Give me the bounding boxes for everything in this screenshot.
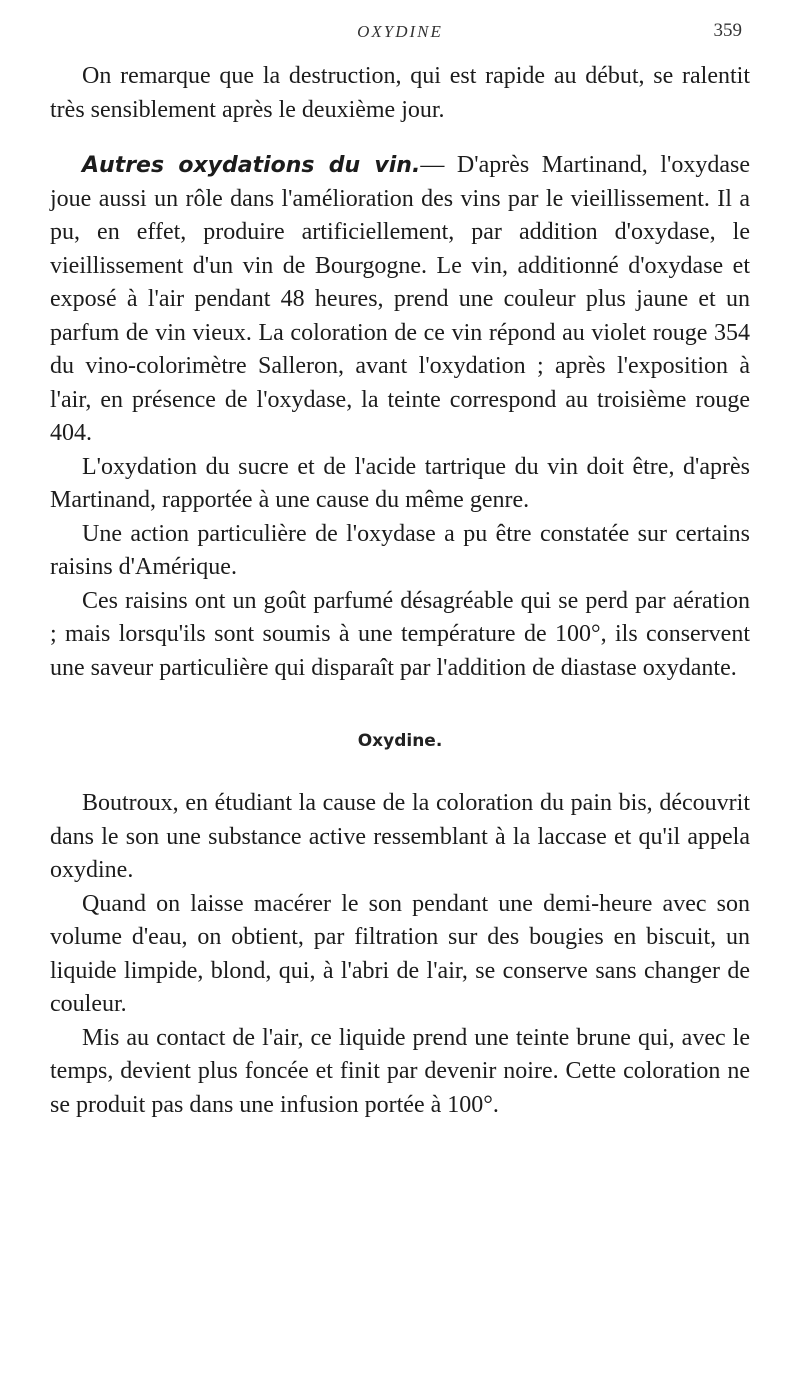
paragraph-text: — D'après Martinand, l'oxydase joue aussi un rôle dans l'amélioration des vins par le vieillissement. Il a pu, en effet, produire artificiellement, par addition d'oxydase, le vieillissement d'un vin de Bourgogne. Le vin, additionné d'oxydase et exposé à l'air pendant 48 heures, prend une couleur plus jaune et un parfum de vin vieux. La coloration de ce vin répond au violet rouge 354 du vino-colorimètre Salleron, avant l'oxydation ; après l'exposition à l'air, en présence de l'oxydase, la teinte correspond au troisième rouge 404. bbox=[50, 152, 750, 446]
running-title: OXYDINE bbox=[357, 22, 443, 41]
paragraph: Ces raisins ont un goût parfumé désagréable qui se perd par aération ; mais lorsqu'ils sont soumis à une température de 100°, ils conservent une saveur particulière qui disparaît par l'addition de diastase oxydante. bbox=[50, 587, 750, 681]
section-title: Autres oxydations du vin. bbox=[82, 153, 421, 178]
paragraph: L'oxydation du sucre et de l'acide tartrique du vin doit être, d'après Martinand, rapportée à une cause du même genre. bbox=[50, 453, 750, 513]
paragraph: Boutroux, en étudiant la cause de la coloration du pain bis, découvrit dans le son une substance active ressemblant à la laccase et qu'il appela oxydine. bbox=[50, 790, 750, 883]
document-page bbox=[50, 0, 750, 1390]
paragraph: Mis au contact de l'air, ce liquide prend une teinte brune qui, avec le temps, devient plus foncée et finit par devenir noire. Cette coloration ne se produit pas dans une infusion portée à 100°. bbox=[50, 1024, 750, 1118]
paragraph: Une action particulière de l'oxydase a pu être constatée sur certains raisins d'Amérique. bbox=[50, 520, 750, 580]
page-number: 359 bbox=[713, 20, 742, 41]
spacer bbox=[50, 127, 750, 149]
page-header bbox=[50, 0, 750, 60]
section-heading: Oxydine. bbox=[357, 731, 443, 751]
paragraph-wine-oxidation bbox=[50, 149, 750, 451]
paragraph: On remarque que la destruction, qui est rapide au début, se ralentit très sensiblement après le deuxième jour. bbox=[50, 63, 750, 123]
paragraph: Quand on laisse macérer le son pendant une demi-heure avec son volume d'eau, on obtient, par filtration sur des bougies en biscuit, un liquide limpide, blond, qui, à l'abri de l'air, se conserve sans changer de couleur. bbox=[50, 890, 750, 1017]
